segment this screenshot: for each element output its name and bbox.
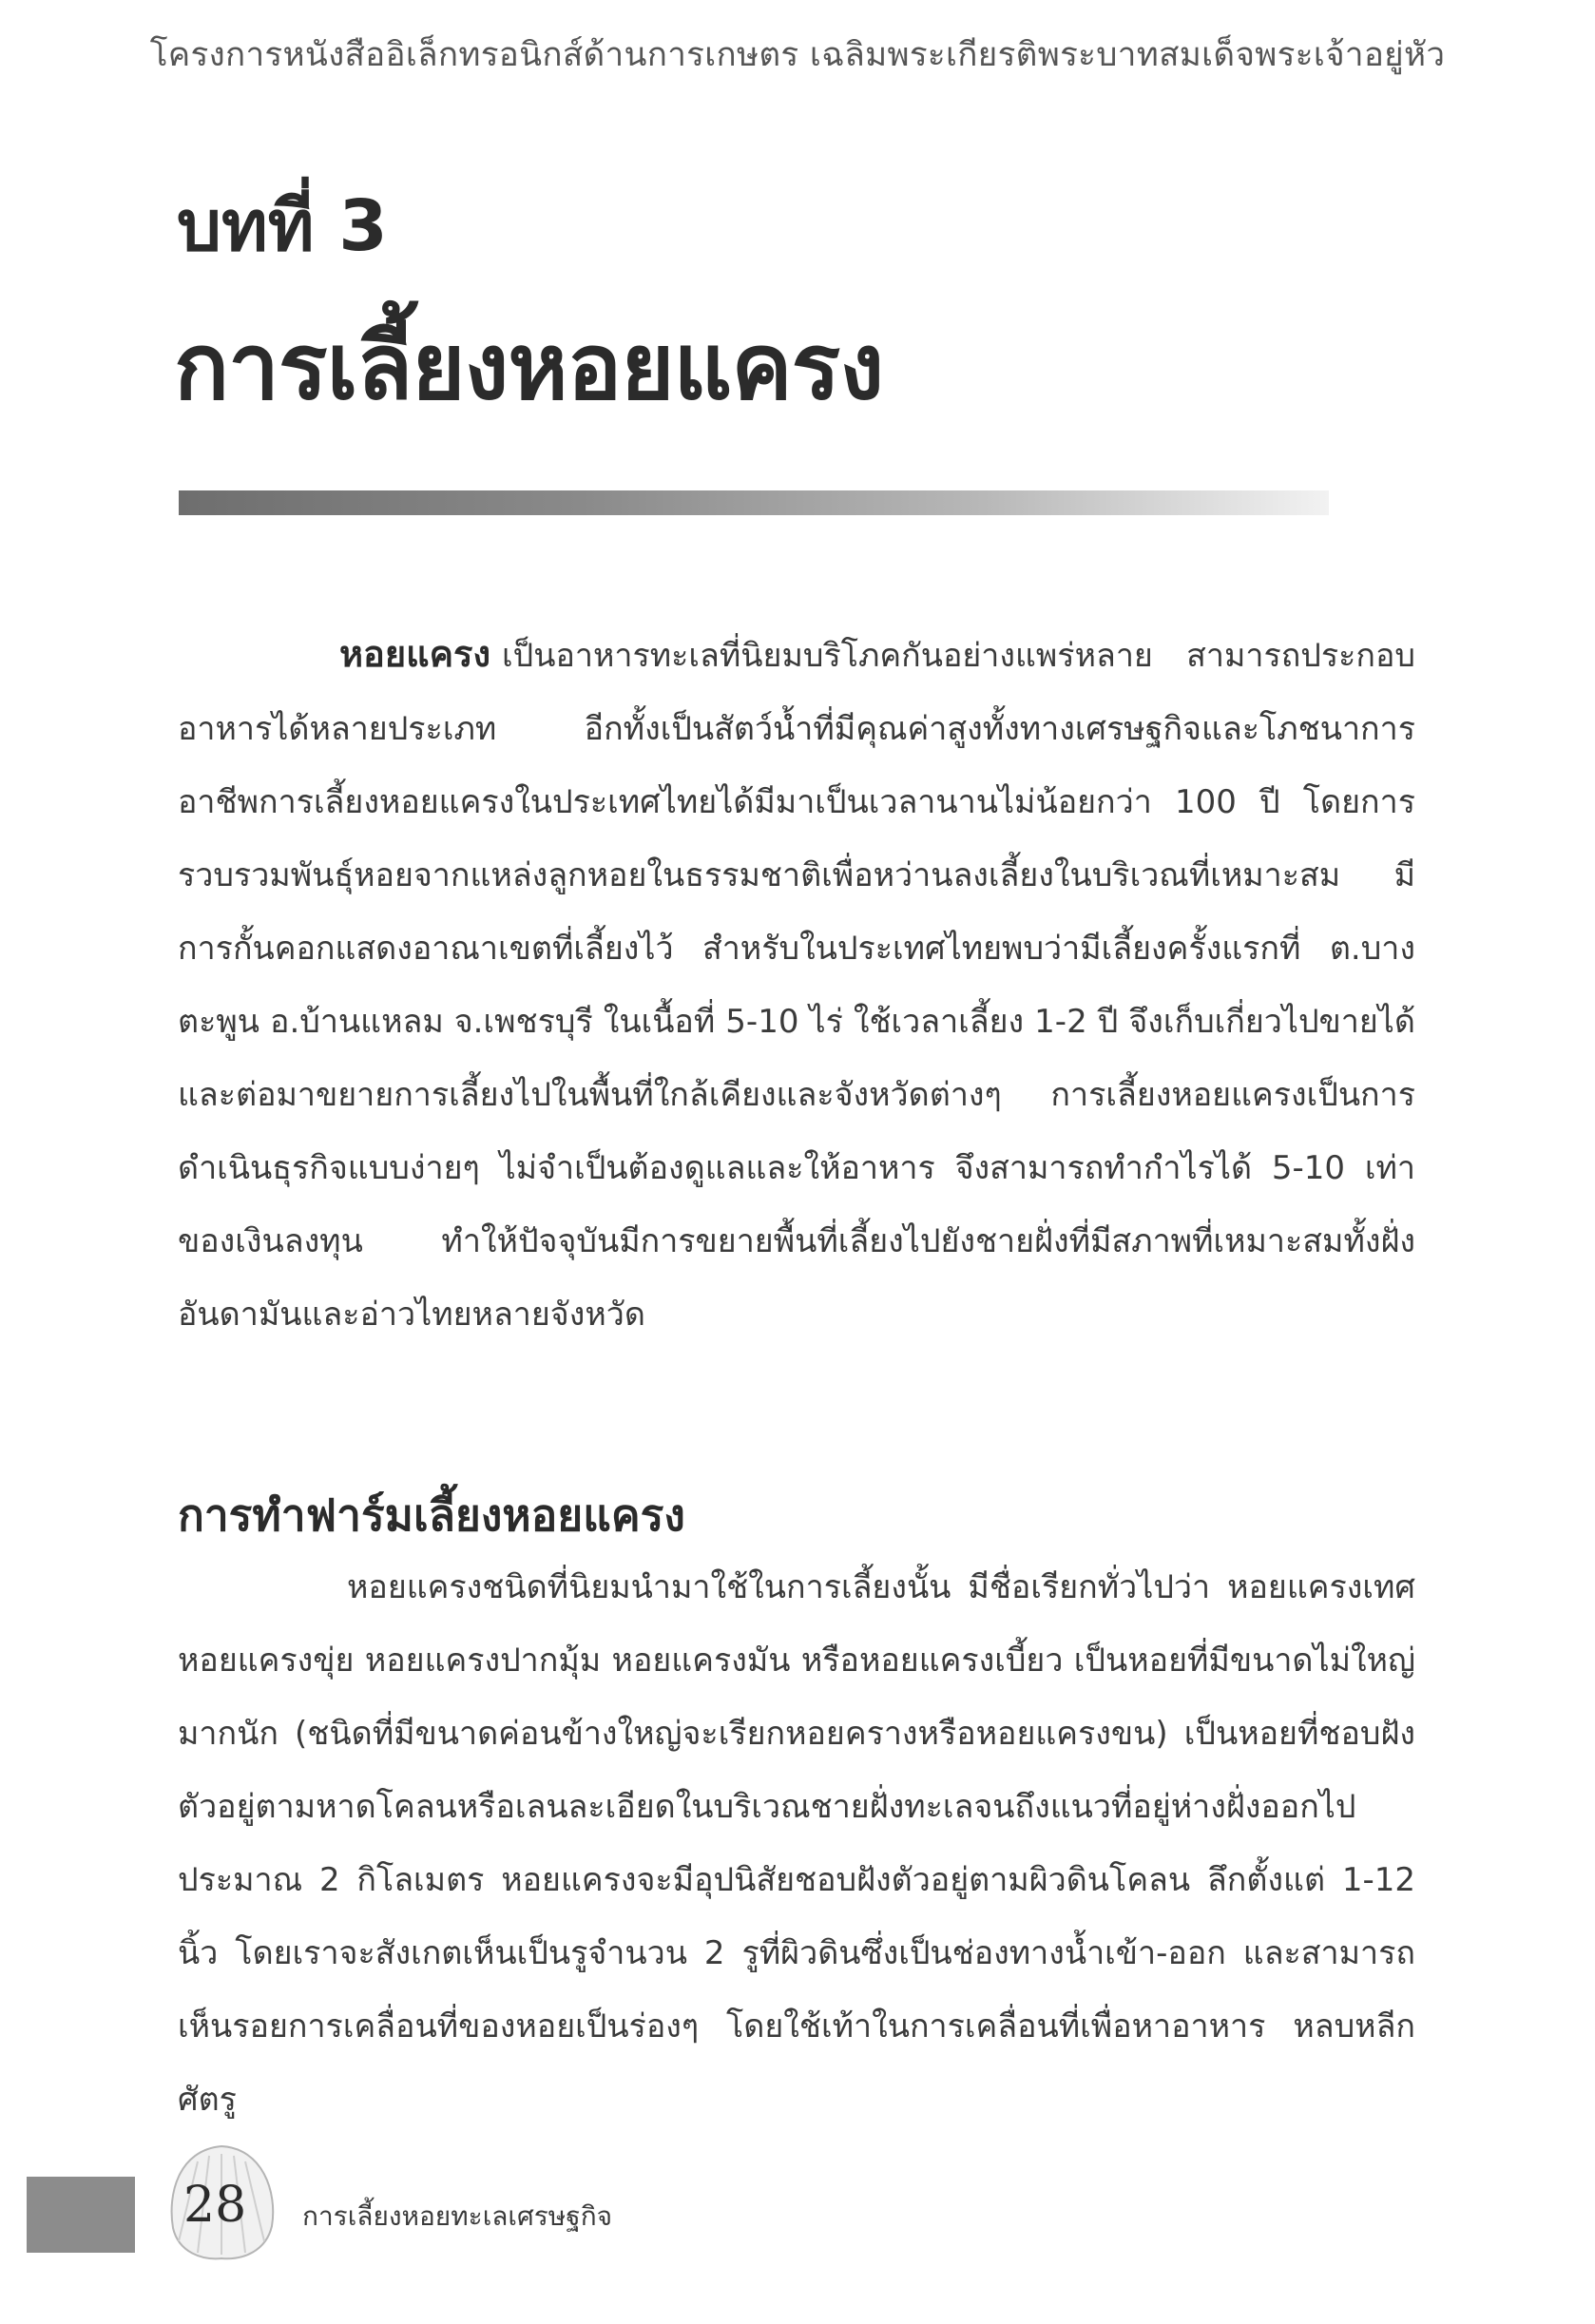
page-number: 28: [183, 2177, 247, 2234]
section-paragraph: [178, 1551, 1415, 2137]
section-text: หอยแครงชนิดที่นิยมนำมาใช้ในการเลี้ยงนั้น มีชื่อเรียกทั่วไปว่า หอยแครงเทศ หอยแครงขุ่ย หอยแครงปากมุ้ม หอยแครงมัน หรือหอยแครงเบี้ยว เป็นหอยที่มีขนาดไม่ใหญ่มากนัก (ชนิดที่มีขนาดค่อนข้างใหญ่จะเรียกหอยครางหรือหอยแครงขน) เป็นหอยที่ชอบฝังตัวอยู่ตามหาดโคลนหรือเลนละเอียดในบริเวณชายฝั่งทะเลจนถึงแนวที่อยู่ห่างฝั่งออกไปประมาณ 2 กิโลเมตร หอยแครงจะมีอุปนิสัยชอบฝังตัวอยู่ตามผิวดินโคลน ลึกตั้งแต่ 1-12 นิ้ว โดยเราจะสังเกตเห็นเป็นรูจำนวน 2 รูที่ผิวดินซึ่งเป็นช่องทางน้ำเข้า-ออก และสามารถเห็นรอยการเคลื่อนที่ของหอยเป็นร่องๆ โดยใช้เท้าในการเคลื่อนที่เพื่อหาอาหาร หลบหลีกศัตรู: [178, 1568, 1415, 2119]
footer-bar: [27, 2177, 135, 2253]
footer-book-title: การเลี้ยงหอยทะเลเศรษฐกิจ: [302, 2200, 613, 2232]
running-header: โครงการหนังสืออิเล็กทรอนิกส์ด้านการเกษตร เฉลิมพระเกียรติพระบาทสมเด็จพระเจ้าอยู่หัว: [149, 36, 1446, 74]
chapter-number: บทที่ 3: [177, 185, 388, 267]
title-divider: [179, 490, 1329, 515]
chapter-title: การเลี้ยงหอยแครง: [174, 314, 884, 420]
intro-paragraph: [178, 618, 1415, 1352]
section-heading: การทำฟาร์มเลี้ยงหอยแครง: [178, 1489, 685, 1541]
intro-lead-term: หอยแครง: [339, 633, 491, 675]
intro-text: เป็นอาหารทะเลที่นิยมบริโภคกันอย่างแพร่หลาย สามารถประกอบอาหารได้หลายประเภท อีกทั้งเป็นสัตว์น้ำที่มีคุณค่าสูงทั้งทางเศรษฐกิจและโภชนาการ อาชีพการเลี้ยงหอยแครงในประเทศไทยได้มีมาเป็นเวลานานไม่น้อยกว่า 100 ปี โดยการรวบรวมพันธุ์หอยจากแหล่งลูกหอยในธรรมชาติเพื่อหว่านลงเลี้ยงในบริเวณที่เหมาะสม มีการกั้นคอกแสดงอาณาเขตที่เลี้ยงไว้ สำหรับในประเทศไทยพบว่ามีเลี้ยงครั้งแรกที่ ต.บางตะพูน อ.บ้านแหลม จ.เพชรบุรี ในเนื้อที่ 5-10 ไร่ ใช้เวลาเลี้ยง 1-2 ปี จึงเก็บเกี่ยวไปขายได้ และต่อมาขยายการเลี้ยงไปในพื้นที่ใกล้เคียงและจังหวัดต่างๆ การเลี้ยงหอยแครงเป็นการดำเนินธุรกิจแบบง่ายๆ ไม่จำเป็นต้องดูแลและให้อาหาร จึงสามารถทำกำไรได้ 5-10 เท่าของเงินลงทุน ทำให้ปัจจุบันมีการขยายพื้นที่เลี้ยงไปยังชายฝั่งที่มีสภาพที่เหมาะสมทั้งฝั่งอันดามันและอ่าวไทยหลายจังหวัด: [178, 637, 1415, 1334]
